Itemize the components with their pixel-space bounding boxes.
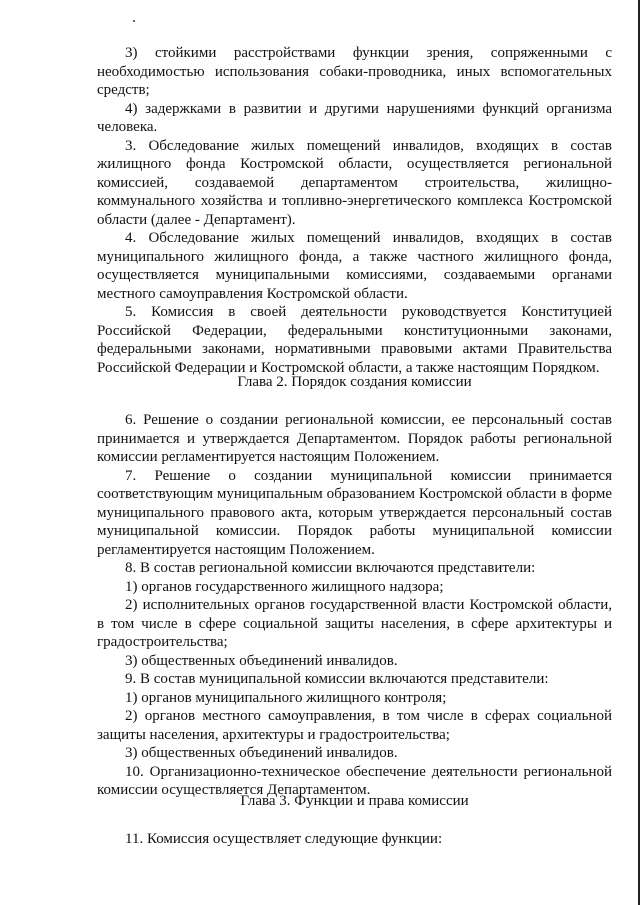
paragraph: 1) органов муниципального жилищного контроля; [125,689,447,706]
paragraph: 8. В состав региональной комиссии включаются представители: [125,560,536,576]
paragraph: 2) органов местного самоуправления, в том числе в сферах социальной защиты населения, архитектуры и градостроительства; [97,708,612,743]
scan-speck [133,20,135,22]
paragraph: 10. Организационно-техническое обеспечение деятельности региональной комиссии осуществляется Департаментом. [97,763,612,798]
paragraph: 3) общественных объединений инвалидов. [125,652,398,669]
paragraph: 2) исполнительных органов государственной власти Костромской области, в том числе в сфере социальной защиты населения, в сфере архитектуры и градостроительства; [97,597,612,650]
section-2 [97,411,612,800]
paragraph: 4) задержками в развитии и другими нарушениями функций организма человека. [97,100,612,135]
paragraph: 5. Комиссия в своей деятельности руководствуется Конституцией Российской Федерации, федеральными конституционными законами, федеральными законами, нормативными правовыми актами Правительства Российской Федерации и Костромской области, а также настоящим Порядком. [97,304,612,376]
paragraph: 3. Обследование жилых помещений инвалидов, входящих в состав жилищного фонда Костромской области, осуществляется региональной комиссией, создаваемой департаментом строительства, жилищно-коммунального хозяйства и топливно-энергетического комплекса Костромской области (далее - Департамент). [97,137,612,228]
paragraph: 7. Решение о создании муниципальной комиссии принимается соответствующим муниципальным образованием Костромской области в форме муниципального правового акта, которым утверждается персональный состав муниципальной комиссии. Порядок работы муниципальной комиссии регламентируется настоящим Положением. [97,467,612,558]
paragraph: 3) общественных объединений инвалидов. [125,745,398,761]
section-1 [97,44,612,377]
paragraph: 6. Решение о создании региональной комиссии, ее персональный состав принимается и утверждается Департаментом. Порядок работы региональной комиссии регламентируется настоящим Положением. [97,412,612,465]
paragraph: 11. Комиссия осуществляет следующие функции: [125,831,443,847]
chapter-3-heading: Глава 3. Функции и права комиссии [240,793,469,809]
paragraph: 3) стойкими расстройствами функции зрения, сопряженными с необходимостью использования собаки-проводника, иных вспомогательных средств; [97,45,612,98]
chapter-2-heading: Глава 2. Порядок создания комиссии [237,374,472,390]
paragraph: 9. В состав муниципальной комиссии включаются представители: [125,671,549,687]
paragraph: 4. Обследование жилых помещений инвалидов, входящих в состав муниципального жилищного фонда, а также частного жилищного фонда, осуществляется муниципальными комиссиями, создаваемыми органами местного самоуправления Костромской области. [97,230,612,302]
paragraph: 1) органов государственного жилищного надзора; [125,578,444,595]
section-3 [97,830,612,849]
